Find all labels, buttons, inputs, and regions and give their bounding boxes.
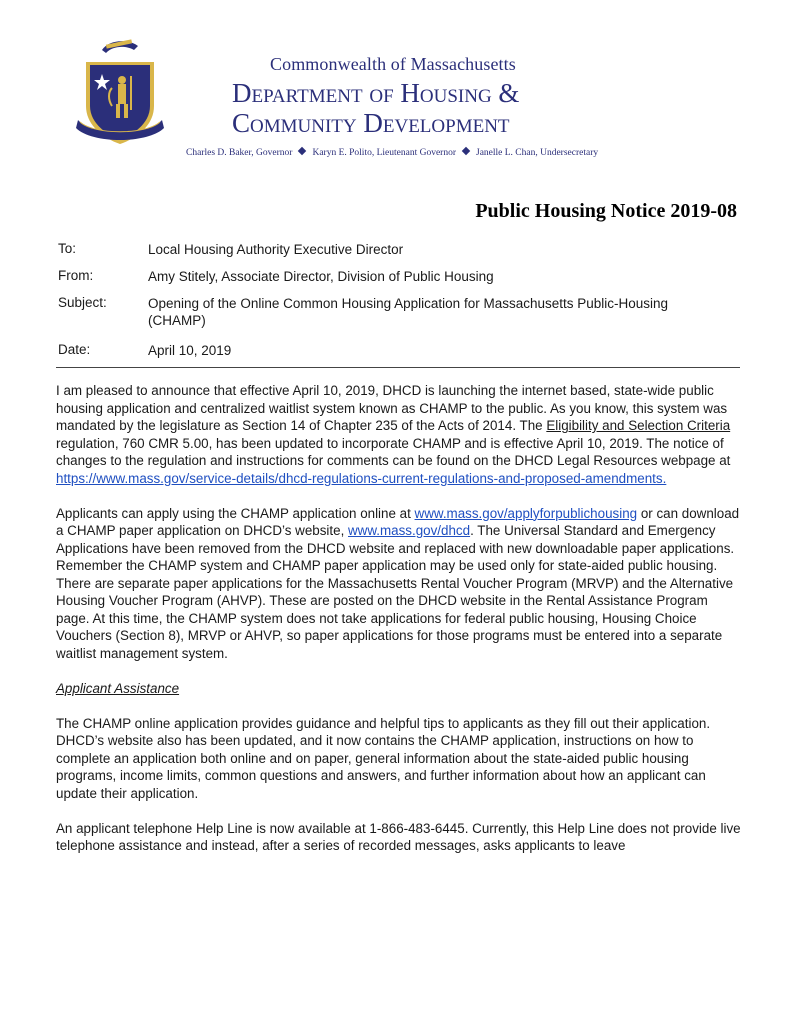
paragraph-applying (56, 505, 742, 663)
massachusetts-seal-icon (72, 36, 168, 146)
paragraph-text: . The Universal Standard and Emergency Applications have been removed from the DHCD website and replaced with new downloadable paper applications. Remember the CHAMP system and CHAMP paper application may be used only for state-aided public housing. There are separate paper applications for the Massachusetts Rental Voucher Program (MRVP) and the Alternative Housing Voucher Program (AHVP). These are posted on the DHCD website in the Rental Assistance Program page. At this time, the CHAMP system does not take applications for federal public housing, Housing Choice Vouchers (Section 8), MRVP or AHVP, so paper applications for those programs must be entered into a separate waitlist management system. (56, 523, 735, 661)
notice-body (56, 382, 742, 872)
undersecretary-name: Janelle L. Chan, Undersecretary (476, 148, 599, 158)
paragraph-text: I am pleased to announce that effective April 10, 2019, DHCD is launching the internet based, state-wide public housing application and centralized waitlist system known as CHAMP to the public. As you know, this system was mandated by the legislature as Section 14 of Chapter 235 of the Acts of 2014. The (56, 383, 728, 433)
to-value: Local Housing Authority Executive Director (148, 242, 404, 257)
commonwealth-line: Commonwealth of Massachusetts (270, 54, 516, 74)
date-value: April 10, 2019 (148, 343, 232, 358)
paragraph-text: Applicants can apply using the CHAMP application online at (56, 505, 415, 521)
paragraph-help-line: An applicant telephone Help Line is now available at 1-866-483-6445. Currently, this Help Line does not provide live telephone assistance and instead, after a series of recorded messages, asks applicants to leave (56, 820, 741, 853)
apply-for-public-housing-link[interactable]: www.mass.gov/applyforpublichousing (414, 505, 638, 521)
diamond-separator-icon (462, 147, 470, 155)
officials-line (186, 148, 666, 158)
from-value: Amy Stitely, Associate Director, Division of Public Housing (148, 269, 494, 284)
dhcd-website-link[interactable]: www.mass.gov/dhcd (348, 523, 471, 538)
date-label: Date: (58, 342, 91, 357)
department-line: Department of Housing & (232, 78, 520, 108)
paragraph-assistance: The CHAMP online application provides guidance and helpful tips to applicants as they fill out their application. DHCD’s website also has been updated, and it now contains the CHAMP application, instructions on how to complete an application both online and on paper, general information about the state-aided public housing programs, income limits, common questions and answers, and further information about how an applicant can update their application. (56, 715, 711, 801)
subject-value: Opening of the Online Common Housing Application for Massachusetts Public-Housing (CHAMP) (148, 296, 669, 328)
community-development-line: Community Development (232, 108, 510, 138)
diamond-separator-icon (298, 147, 306, 155)
lieutenant-governor-name: Karyn E. Polito, Lieutenant Governor (312, 148, 456, 158)
memo-divider (56, 367, 740, 368)
notice-title: Public Housing Notice 2019-08 (475, 200, 737, 222)
to-label: To: (58, 241, 77, 256)
paragraph-intro (56, 382, 742, 487)
regulation-title: Eligibility and Selection Criteria (546, 418, 731, 433)
legal-resources-link[interactable]: https://www.mass.gov/service-details/dhcd-regulations-current-regulations-and-proposed-amendments. (56, 470, 667, 486)
paragraph-text: regulation, 760 CMR 5.00, has been updated to incorporate CHAMP and is effective April 10, 2019. The notice of changes to the regulation and instructions for comments can be found on the DHCD Legal Resources webpage at (56, 435, 731, 468)
section-heading-applicant-assistance: Applicant Assistance (56, 680, 180, 696)
subject-label: Subject: (58, 295, 107, 310)
governor-name: Charles D. Baker, Governor (186, 148, 293, 158)
from-label: From: (58, 268, 94, 283)
paragraph-text: or can download a CHAMP paper application on DHCD’s website, (56, 505, 740, 538)
